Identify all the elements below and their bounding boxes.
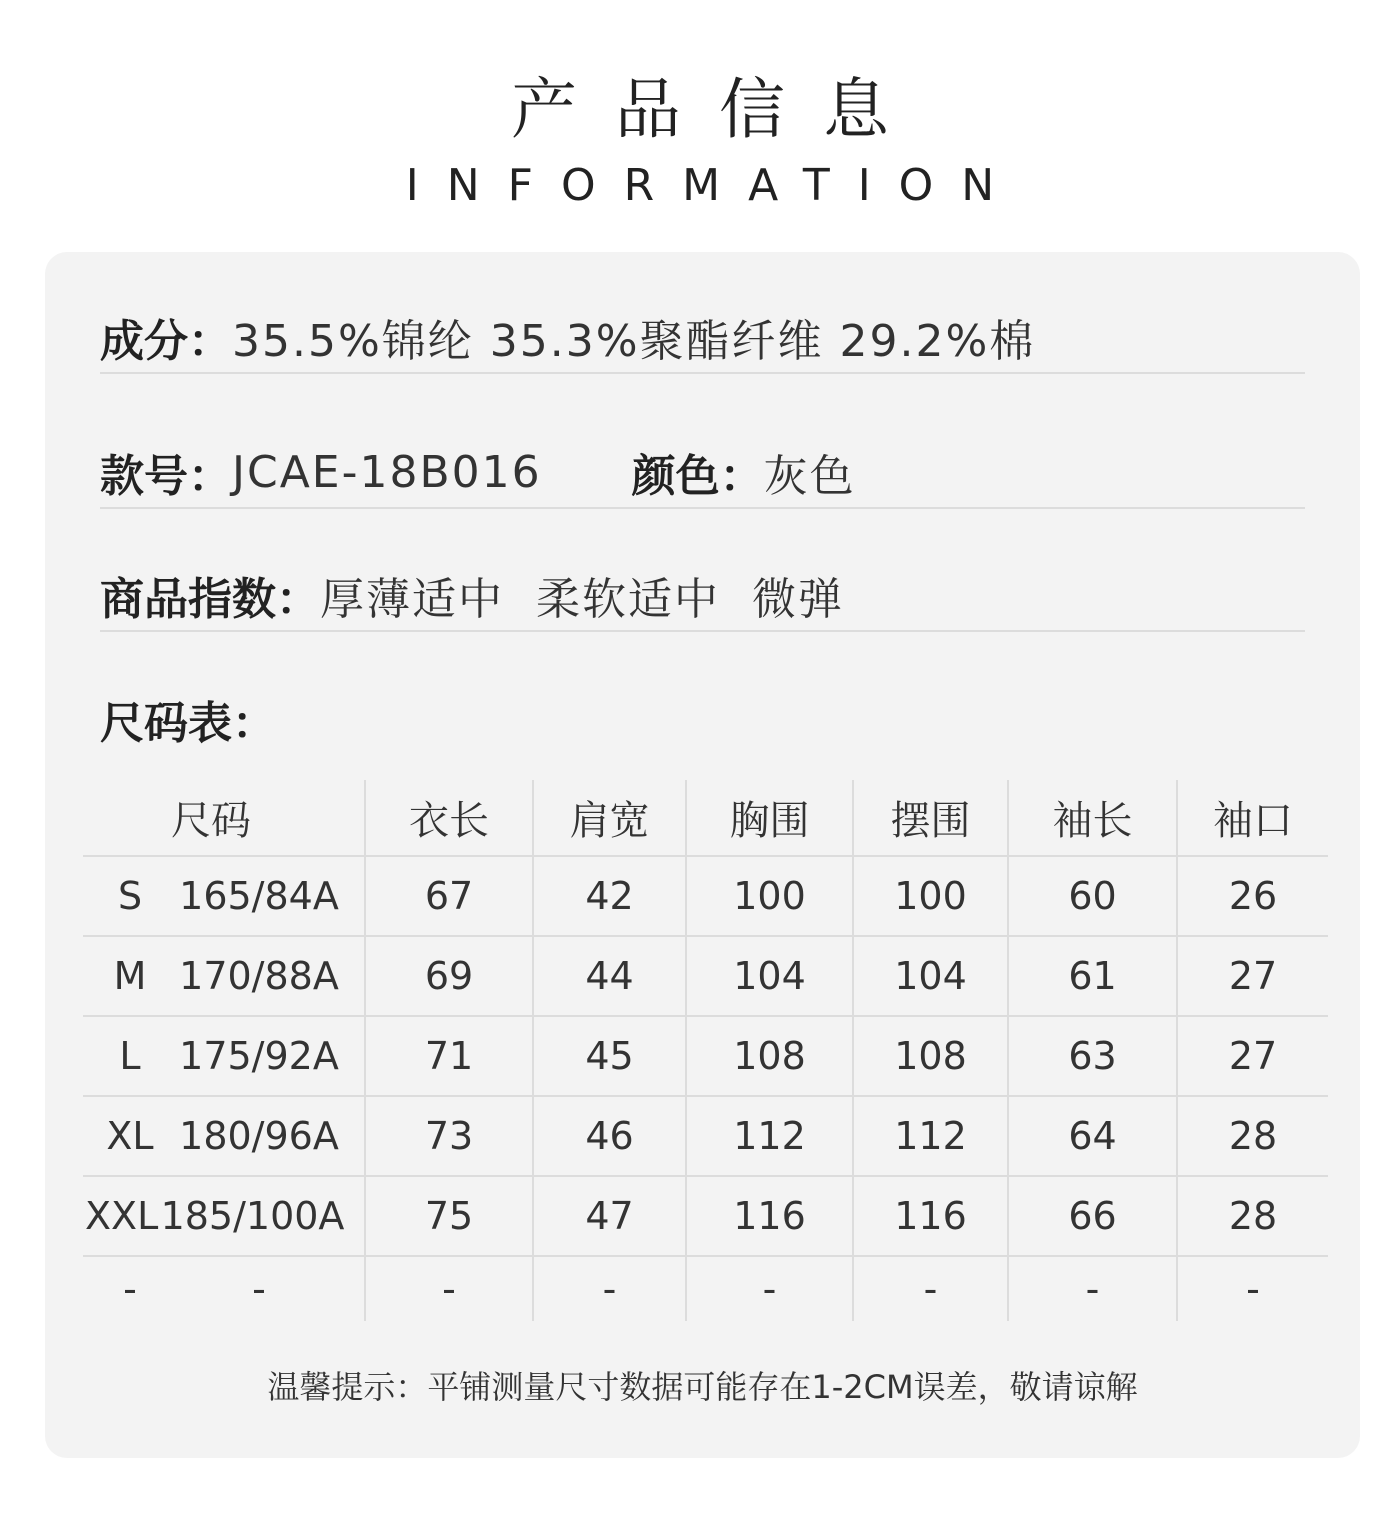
table-cell: - <box>1008 1256 1177 1321</box>
product-index-row <box>100 560 1305 632</box>
table-cell: - <box>533 1256 686 1321</box>
table-cell: 45 <box>533 1016 686 1096</box>
table-cell: 100 <box>853 856 1008 936</box>
table-cell: 27 <box>1177 936 1328 1016</box>
composition-value: 35.5%锦纶 35.3%聚酯纤维 29.2%棉 <box>232 316 1036 367</box>
table-cell: - <box>686 1256 853 1321</box>
size-code: L <box>119 1034 141 1078</box>
color-label: 颜色： <box>631 451 764 502</box>
size-cell <box>83 1016 365 1096</box>
size-table <box>83 780 1328 1321</box>
size-spec: 175/92A <box>179 1034 339 1078</box>
header-length: 衣长 <box>365 780 533 856</box>
size-cell <box>83 1256 365 1321</box>
table-row <box>83 856 1328 936</box>
table-cell: 42 <box>533 856 686 936</box>
table-cell: 64 <box>1008 1096 1177 1176</box>
size-cell <box>83 856 365 936</box>
table-cell: 63 <box>1008 1016 1177 1096</box>
table-header-row <box>83 780 1328 856</box>
size-chart-heading-row <box>100 684 1305 754</box>
size-cell <box>83 936 365 1016</box>
table-cell: 116 <box>686 1176 853 1256</box>
table-cell: 108 <box>686 1016 853 1096</box>
table-cell: 47 <box>533 1176 686 1256</box>
table-cell: - <box>853 1256 1008 1321</box>
table-cell: 112 <box>686 1096 853 1176</box>
style-color-row <box>100 437 1305 509</box>
table-row <box>83 1256 1328 1321</box>
table-cell: 66 <box>1008 1176 1177 1256</box>
product-index-label: 商品指数： <box>100 574 320 625</box>
product-index-value: 厚薄适中 柔软适中 微弹 <box>320 574 844 625</box>
composition-row <box>100 302 1305 374</box>
size-spec: 180/96A <box>179 1114 339 1158</box>
header-shoulder: 肩宽 <box>533 780 686 856</box>
size-code: - <box>123 1267 137 1311</box>
table-cell: 27 <box>1177 1016 1328 1096</box>
style-label: 款号： <box>100 451 232 502</box>
page-subtitle: INFORMATION <box>405 160 1023 211</box>
table-cell: 104 <box>686 936 853 1016</box>
table-cell: 73 <box>365 1096 533 1176</box>
table-cell: 60 <box>1008 856 1177 936</box>
size-spec: 185/100A <box>160 1194 345 1238</box>
header-cuff: 袖口 <box>1177 780 1328 856</box>
page-title: 产品信息 <box>511 71 927 148</box>
table-cell: 104 <box>853 936 1008 1016</box>
table-cell: 75 <box>365 1176 533 1256</box>
table-cell: 67 <box>365 856 533 936</box>
table-cell: 44 <box>533 936 686 1016</box>
size-spec: - <box>252 1267 266 1311</box>
size-spec: 165/84A <box>179 874 339 918</box>
size-code: XL <box>106 1114 154 1158</box>
table-cell: 100 <box>686 856 853 936</box>
table-cell: - <box>1177 1256 1328 1321</box>
size-code: M <box>113 954 147 998</box>
style-value: JCAE-18B016 <box>232 446 542 498</box>
measurement-note: 温馨提示：平铺测量尺寸数据可能存在1-2CM误差，敬请谅解 <box>267 1368 1138 1406</box>
table-cell: 28 <box>1177 1176 1328 1256</box>
table-cell: 71 <box>365 1016 533 1096</box>
header-sleeve-length: 袖长 <box>1008 780 1177 856</box>
table-row <box>83 1176 1328 1256</box>
table-cell: - <box>365 1256 533 1321</box>
table-row <box>83 1016 1328 1096</box>
color-value: 灰色 <box>763 451 856 502</box>
size-cell <box>83 1096 365 1176</box>
table-cell: 28 <box>1177 1096 1328 1176</box>
table-cell: 108 <box>853 1016 1008 1096</box>
page-header <box>0 70 1400 216</box>
table-row <box>83 1096 1328 1176</box>
size-code: XXL <box>85 1194 159 1238</box>
table-cell: 46 <box>533 1096 686 1176</box>
header-hem: 摆围 <box>853 780 1008 856</box>
size-spec: 170/88A <box>179 954 339 998</box>
table-cell: 61 <box>1008 936 1177 1016</box>
table-cell: 26 <box>1177 856 1328 936</box>
product-info-card <box>45 252 1360 1458</box>
table-cell: 69 <box>365 936 533 1016</box>
size-chart-label: 尺码表： <box>100 698 276 749</box>
header-size: 尺码 <box>83 780 365 856</box>
size-code: S <box>117 874 143 918</box>
size-cell <box>83 1176 365 1256</box>
table-cell: 112 <box>853 1096 1008 1176</box>
composition-label: 成分： <box>100 316 232 367</box>
table-row <box>83 936 1328 1016</box>
header-chest: 胸围 <box>686 780 853 856</box>
table-cell: 116 <box>853 1176 1008 1256</box>
